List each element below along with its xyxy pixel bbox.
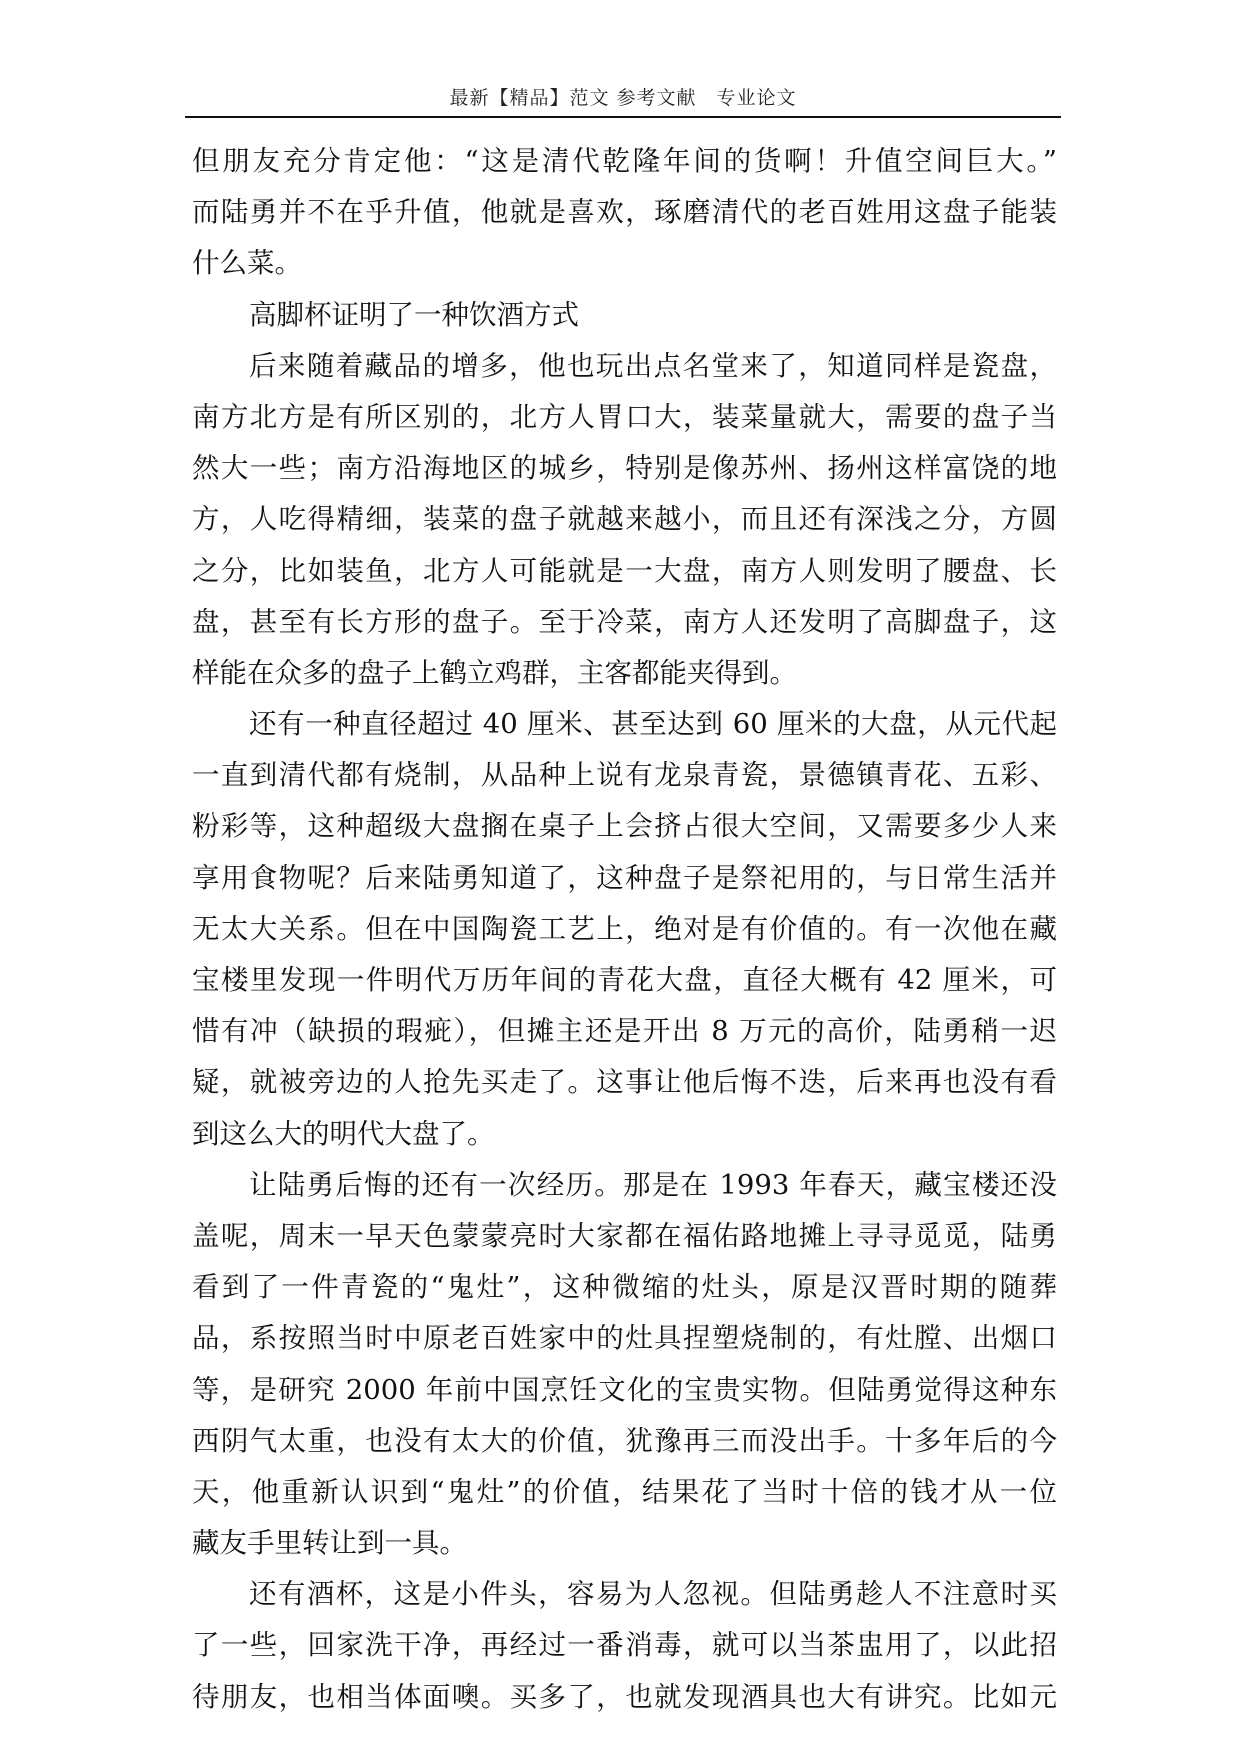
page-header: 最新【精品】范文 参考文献 专业论文 [449,87,797,109]
text-line: 盘，甚至有长方形的盘子。至于冷菜，南方人还发明了高脚盘子，这 [192,605,1057,638]
text-line: 一直到清代都有烧制，从品种上说有龙泉青瓷，景德镇青花、五彩、 [192,759,1057,792]
text-line: 到这么大的明代大盘了。 [192,1117,495,1150]
text-line: 而陆勇并不在乎升值，他就是喜欢，琢磨清代的老百姓用这盘子能装 [192,196,1057,229]
text-line: 等，是研究 2000 年前中国烹饪文化的宝贵实物。但陆勇觉得这种东 [192,1373,1057,1406]
text-line: 还有酒杯，这是小件头，容易为人忽视。但陆勇趁人不注意时买 [249,1578,1057,1611]
text-line: 粉彩等，这种超级大盘搁在桌子上会挤占很大空间，又需要多少人来 [192,810,1057,843]
text-line: 西阴气太重，也没有太大的价值，犹豫再三而没出手。十多年后的今 [192,1424,1057,1457]
text-line: 宝楼里发现一件明代万历年间的青花大盘，直径大概有 42 厘米，可 [192,964,1057,996]
text-line: 天，他重新认识到“鬼灶”的价值，结果花了当时十倍的钱才从一位 [192,1475,1057,1508]
text-line: 南方北方是有所区别的，北方人胃口大，装菜量就大，需要的盘子当 [192,400,1057,433]
text-line: 方，人吃得精细，装菜的盘子就越来越小，而且还有深浅之分，方圆 [192,503,1057,536]
text-line: 待朋友，也相当体面噢。买多了，也就发现酒具也大有讲究。比如元 [192,1680,1057,1713]
text-line: 享用食物呢？后来陆勇知道了，这种盘子是祭祀用的，与日常生活并 [192,861,1057,894]
text-line: 后来随着藏品的增多，他也玩出点名堂来了，知道同样是瓷盘， [249,349,1057,382]
text-line: 藏友手里转让到一具。 [192,1527,467,1560]
text-line: 看到了一件青瓷的“鬼灶”，这种微缩的灶头，原是汉晋时期的随葬 [192,1271,1057,1304]
text-line: 之分，比如装鱼，北方人可能就是一大盘，南方人则发明了腰盘、长 [192,554,1057,587]
text-line: 惜有冲（缺损的瑕疵），但摊主还是开出 8 万元的高价，陆勇稍一迟 [192,1015,1057,1048]
text-line: 然大一些；南方沿海地区的城乡，特别是像苏州、扬州这样富饶的地 [192,452,1057,485]
text-line: 高脚杯证明了一种饮酒方式 [249,298,579,331]
text-line: 了一些，回家洗干净，再经过一番消毒，就可以当茶盅用了，以此招 [192,1629,1057,1662]
text-line: 什么菜。 [192,247,302,280]
text-line: 无太大关系。但在中国陶瓷工艺上，绝对是有价值的。有一次他在藏 [192,912,1057,945]
text-line: 盖呢，周末一早天色蒙蒙亮时大家都在福佑路地摊上寻寻觅觅，陆勇 [192,1219,1057,1252]
article-body [192,136,1057,1723]
text-line: 但朋友充分肯定他：“这是清代乾隆年间的货啊！升值空间巨大。” [192,145,1057,177]
text-line: 让陆勇后悔的还有一次经历。那是在 1993 年春天，藏宝楼还没 [249,1168,1057,1201]
text-line: 品，系按照当时中原老百姓家中的灶具捏塑烧制的，有灶膛、出烟口 [192,1322,1057,1355]
text-line: 样能在众多的盘子上鹤立鸡群，主客都能夹得到。 [192,656,797,689]
header-rule [185,116,1061,118]
text-line: 还有一种直径超过 40 厘米、甚至达到 60 厘米的大盘，从元代起 [249,708,1057,741]
text-line: 疑，就被旁边的人抢先买走了。这事让他后悔不迭，后来再也没有看 [192,1066,1057,1099]
